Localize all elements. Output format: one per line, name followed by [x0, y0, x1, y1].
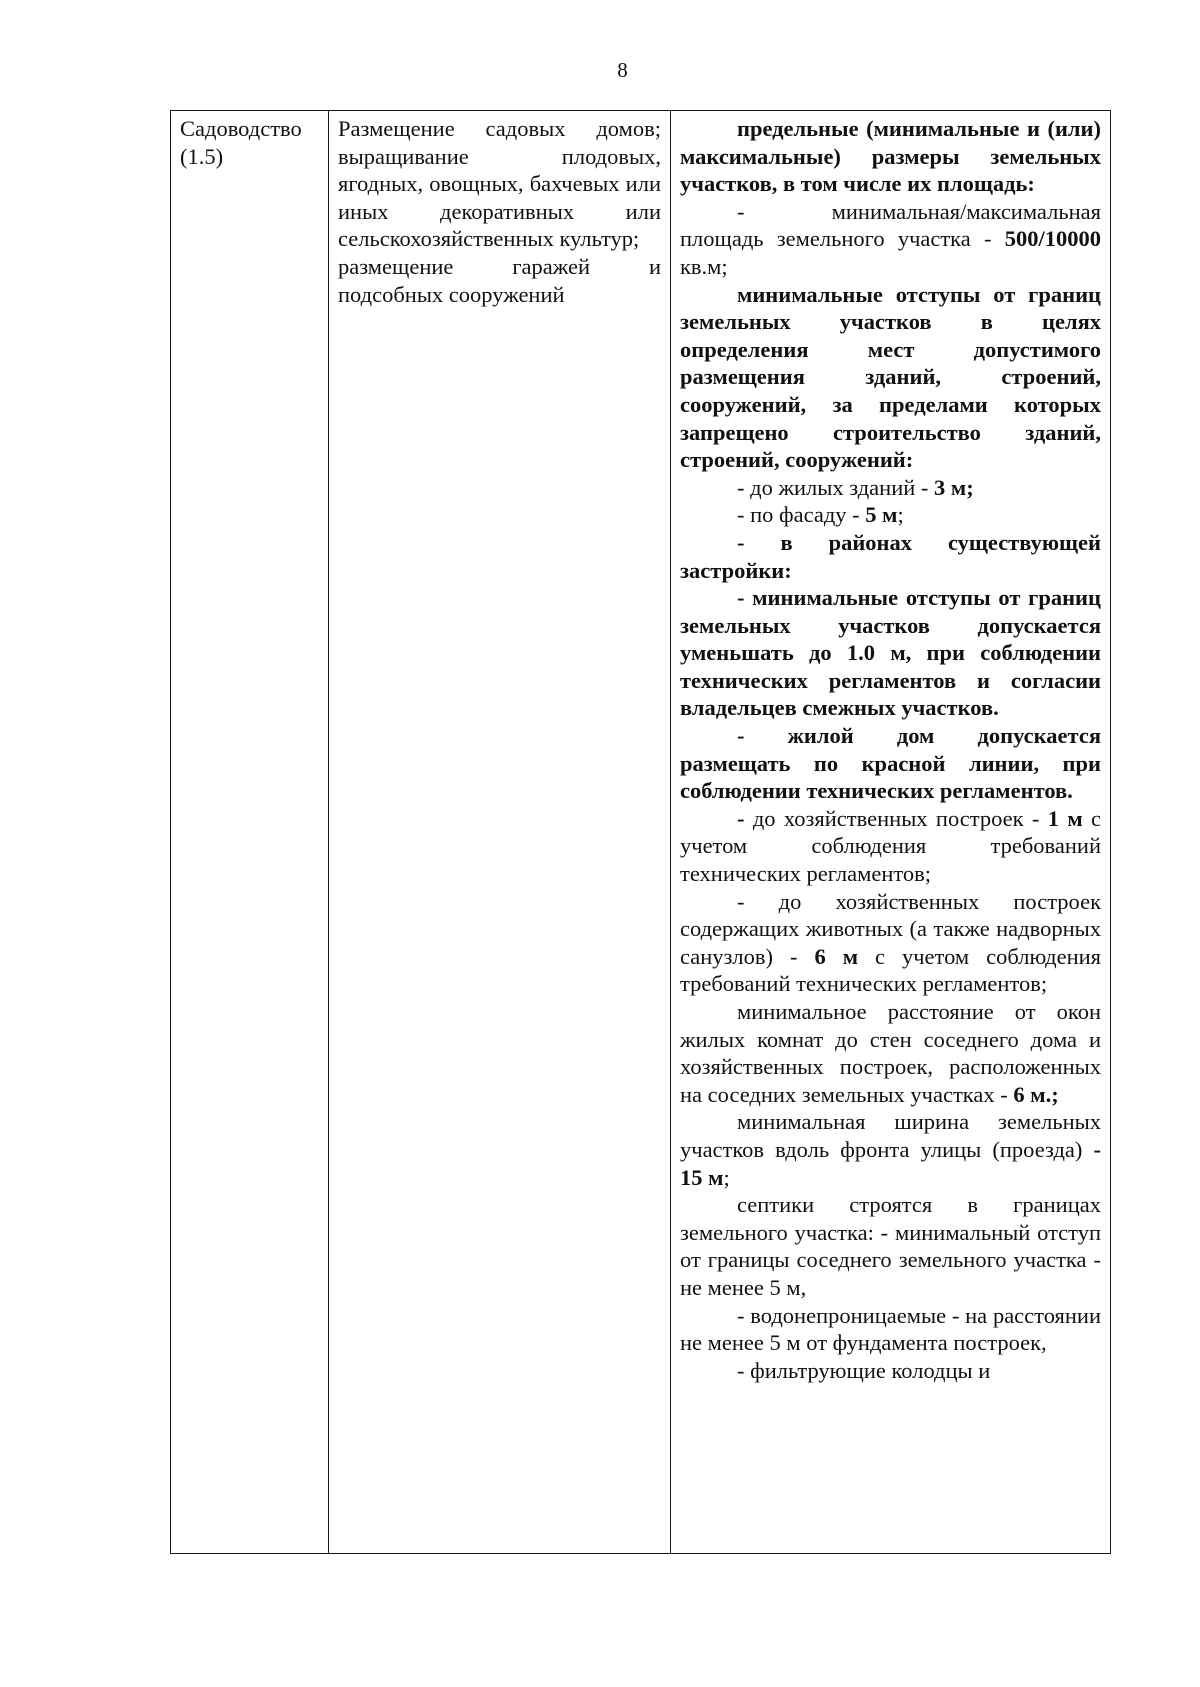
zoning-table — [170, 110, 1111, 1554]
description-paragraph: Размещение садовых домов; выращивание плодовых, ягодных, овощных, бахчевых или иных декоративных или сельскохозяйственных культур; — [338, 116, 661, 252]
param-paragraph: - до жилых зданий - 3 м; — [737, 474, 974, 500]
param-paragraph: - по фасаду - 5 м; — [737, 502, 904, 528]
param-paragraph: минимальное расстояние от окон жилых комнат до стен соседнего дома и хозяйственных построек, расположенных на соседних земельных участках - 6 м.; — [680, 999, 1101, 1107]
description-cell — [329, 111, 671, 1554]
param-paragraph: - минимальные отступы от границ земельных участков допускается уменьшать до 1.0 м, при соблюдении технических регламентов и согласии владельцев смежных участков. — [680, 585, 1101, 721]
param-paragraph: - фильтрующие колодцы и — [737, 1357, 991, 1383]
table-row — [171, 111, 1111, 1554]
param-paragraph: минимальные отступы от границ земельных участков в целях определения мест допустимого размещения зданий, строений, сооружений, за пределами которых запрещено строительство зданий, строений, сооружений: — [680, 281, 1101, 473]
param-paragraph: предельные (минимальные и (или) максимальные) размеры земельных участков, в том числе их площадь: — [680, 116, 1101, 197]
use-type-cell — [171, 111, 329, 1554]
page-number: 8 — [617, 58, 628, 82]
param-paragraph: - до хозяйственных построек - 1 м с учетом соблюдения требований технических регламентов; — [680, 805, 1102, 887]
param-paragraph: - в районах существующей застройки: — [680, 529, 1101, 583]
param-paragraph: - до хозяйственных построек содержащих животных (а также надворных санузлов) - 6 м с учетом соблюдения требований технических регламентов; — [680, 888, 1102, 997]
param-paragraph: - минимальная/максимальная площадь земельного участка - 500/10000 кв.м; — [680, 198, 1101, 279]
param-paragraph: - жилой дом допускается размещать по красной линии, при соблюдении технических регламентов. — [680, 723, 1101, 804]
param-paragraph: минимальная ширина земельных участков вдоль фронта улицы (проезда) - 15 м; — [680, 1109, 1101, 1190]
param-paragraph: септики строятся в границах земельного участка: - минимальный отступ от границы соседнего земельного участка - не менее 5 м, — [680, 1192, 1101, 1300]
description-paragraph: размещение гаражей и подсобных сооружений — [338, 253, 661, 307]
use-type-text: Садоводство (1.5) — [180, 116, 302, 169]
parameters-cell — [671, 111, 1111, 1554]
param-paragraph: - водонепроницаемые - на расстоянии не менее 5 м от фундамента построек, — [680, 1302, 1101, 1356]
